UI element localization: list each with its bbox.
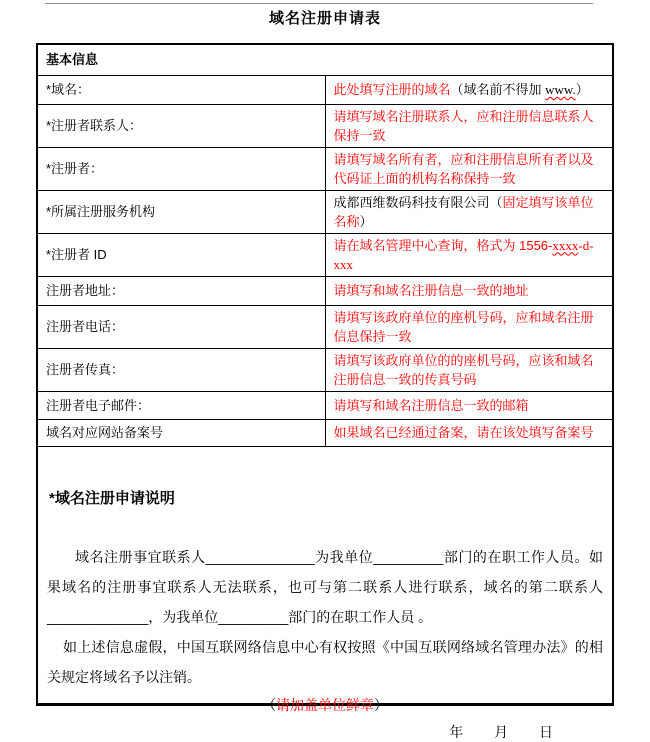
statement-paragraph-2: 如上述信息虚假，中国互联网络信息中心有权按照《中国互联网络域名管理办法》的相关规定将域名予以注销。 — [47, 638, 603, 685]
row-label: *注册者： — [38, 147, 325, 190]
stamp-note — [47, 695, 603, 715]
row-value — [325, 305, 612, 348]
row-label: 域名对应网站备案号 — [38, 419, 325, 446]
registrar-name: 成都西维数码科技有限公司 — [333, 194, 490, 210]
row-hint: 此处填写注册的域名 — [333, 82, 451, 97]
basic-info-table — [38, 45, 612, 447]
row-label: *所属注册服务机构 — [38, 190, 325, 233]
paren-open: （ — [489, 194, 503, 210]
row-label: 注册者电子邮件： — [38, 391, 325, 419]
www-token: www. — [545, 82, 576, 97]
row-note: （域名前不得加 — [450, 82, 546, 97]
id-format-token: xxxx — [552, 237, 579, 253]
table-row — [38, 391, 612, 419]
day-label: 日 — [539, 723, 553, 740]
row-label: *注册者 ID — [38, 233, 325, 276]
row-note-close: ） — [575, 82, 589, 97]
table-row — [38, 147, 612, 190]
row-hint: 固定填写该单位名称 — [333, 194, 594, 229]
row-hint: 请填写和域名注册信息一致的地址 — [333, 283, 529, 298]
row-label: *注册者联系人： — [38, 104, 325, 147]
paren-close: ） — [359, 213, 373, 229]
row-value — [325, 276, 612, 305]
row-value — [325, 190, 612, 233]
stamp-paren-open: （ — [262, 696, 276, 713]
row-value — [325, 391, 612, 419]
section-header: 基本信息 — [38, 45, 612, 75]
table-row — [38, 233, 612, 276]
stamp-note-text: 请加盖单位鲜章 — [276, 696, 374, 713]
statement-paragraph-1: 域名注册事宜联系人______________为我单位_________部门的在职工作人员。如果域名的注册事宜联系人无法联系，也可与第二联系人进行联系，域名的第二联系人_____________，为我单位_________部门的在职工作人员 。 — [47, 548, 603, 625]
table-row — [38, 276, 612, 305]
row-hint: 请填写和域名注册信息一致的邮箱 — [333, 397, 529, 413]
date-line — [47, 722, 603, 742]
table-row — [38, 419, 612, 446]
table-row — [38, 104, 612, 147]
year-label: 年 — [449, 723, 464, 740]
table-row — [38, 305, 612, 348]
statement-section — [38, 487, 612, 742]
table-row — [38, 348, 612, 391]
row-value — [325, 419, 612, 446]
row-value — [325, 348, 612, 391]
page-title: 域名注册申请表 — [268, 10, 381, 27]
row-hint: 如果域名已经通过备案，请在该处填写备案号 — [333, 425, 594, 440]
form-box — [36, 43, 614, 740]
row-value — [325, 147, 612, 190]
row-value — [325, 104, 612, 147]
row-label: 注册者传真： — [38, 348, 325, 391]
row-hint: 请填写域名注册联系人，应和注册信息联系人保持一致 — [333, 108, 594, 143]
row-hint: 请填写域名所有者，应和注册信息所有者以及代码证上面的机构名称保持一致 — [333, 151, 594, 186]
table-row — [38, 190, 612, 233]
row-label: 注册者地址： — [38, 276, 325, 305]
header-rule-line — [45, 3, 593, 4]
statement-heading: *域名注册申请说明 — [49, 489, 175, 507]
row-label: 注册者电话： — [38, 305, 325, 348]
row-label: *域名： — [38, 75, 325, 104]
stamp-paren-close: ） — [374, 696, 388, 713]
row-hint: 请填写该政府单位的座机号码，应和域名注册信息保持一致 — [333, 309, 594, 344]
table-section-row — [38, 45, 612, 75]
month-label: 月 — [494, 723, 509, 740]
id-format-suffix: -d-xxx — [333, 237, 594, 272]
row-value — [325, 233, 612, 276]
row-hint: 请在域名管理中心查询，格式为 1556- — [333, 237, 553, 253]
row-hint: 请填写该政府单位的的座机号码，应该和域名注册信息一致的传真号码 — [333, 352, 594, 387]
table-row — [38, 75, 612, 104]
row-value — [325, 75, 612, 104]
